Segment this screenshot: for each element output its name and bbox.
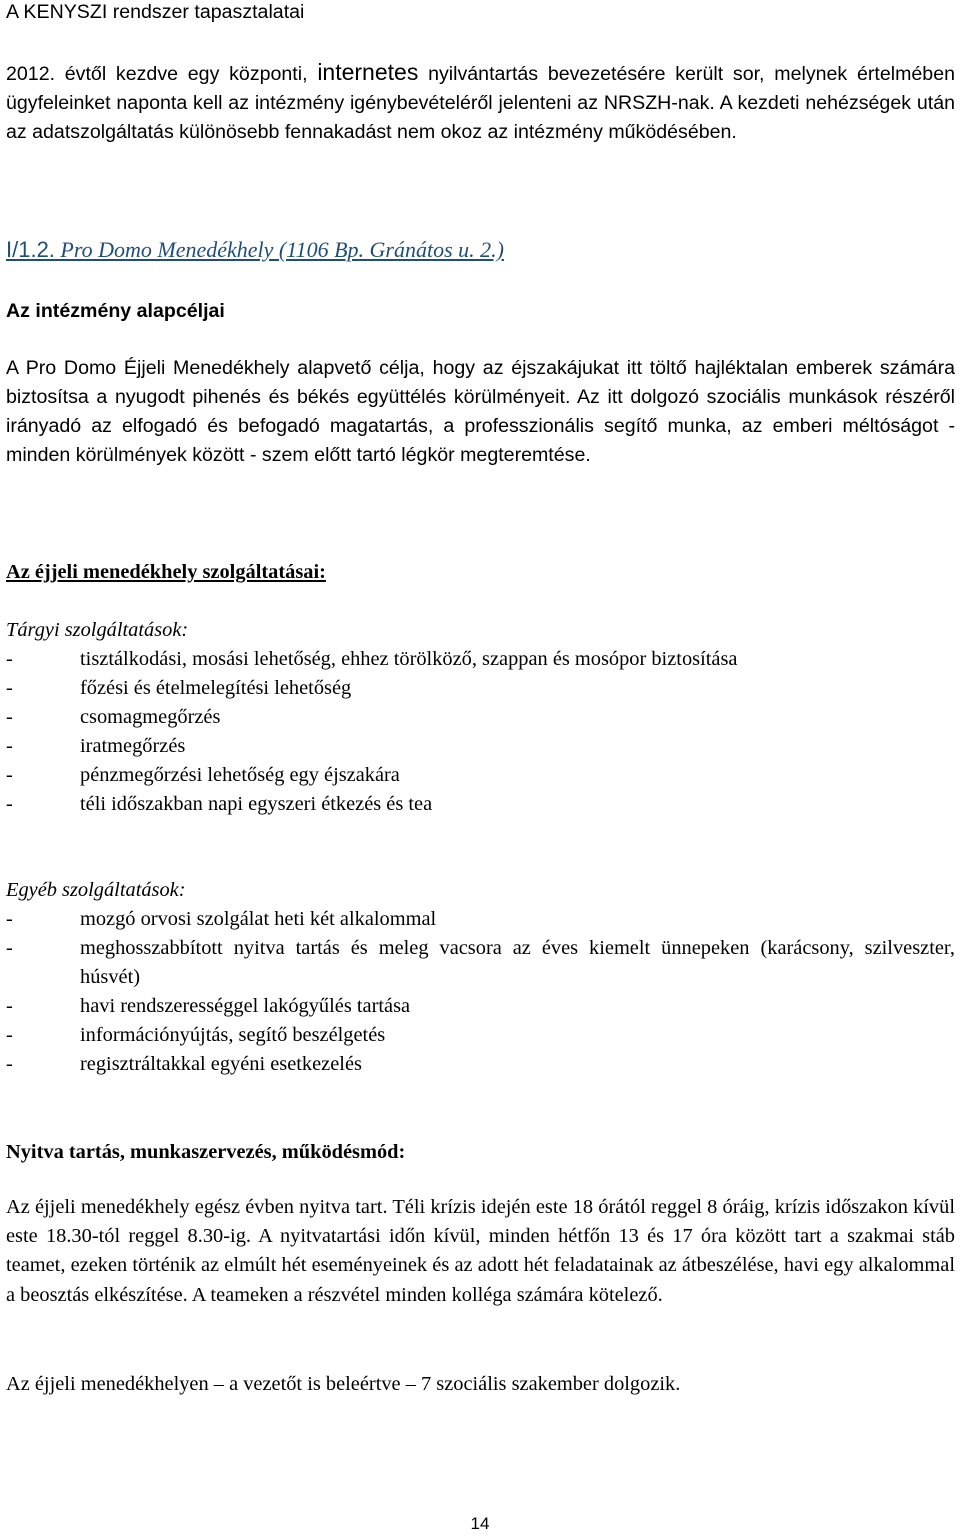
list-item: - havi rendszerességgel lakógyűlés tartása bbox=[6, 992, 955, 1021]
material-services-label: Tárgyi szolgáltatások: bbox=[6, 619, 189, 641]
intro-emphasis-word: internetes bbox=[317, 59, 419, 85]
list-item: - pénzmegőrzési lehetőség egy éjszakára bbox=[6, 761, 955, 790]
list-item: - iratmegőrzés bbox=[6, 732, 955, 761]
list-item: - főzési és ételmelegítési lehetőség bbox=[6, 674, 955, 703]
section-heading bbox=[6, 236, 955, 264]
intro-paragraph bbox=[6, 58, 955, 147]
list-item: - regisztráltakkal egyéni esetkezelés bbox=[6, 1050, 955, 1079]
other-services-label: Egyéb szolgáltatások: bbox=[6, 879, 186, 901]
section-title: Pro Domo Menedékhely (1106 Bp. Gránátos u. 2.) bbox=[54, 237, 504, 262]
section-number: I/1.2. bbox=[6, 237, 55, 262]
services-heading: Az éjjeli menedékhely szolgáltatásai: bbox=[6, 561, 326, 583]
goals-paragraph: A Pro Domo Éjjeli Menedékhely alapvető célja, hogy az éjszakájukat itt töltő hajléktalan emberek számára biztosítsa a nyugodt pihenés és békés együttélés körülményeit. Az itt dolgozó szociális munkások részéről irányadó az elfogadó és befogadó magatartás, a professzionális segítő munka, az emberi méltóságot - minden körülmények között - szem előtt tartó légkör megteremtése. bbox=[6, 357, 955, 466]
list-item: - tisztálkodási, mosási lehetőség, ehhez törölköző, szappan és mosópor biztosítása bbox=[6, 645, 955, 674]
other-services-list bbox=[6, 905, 955, 1079]
goals-heading: Az intézmény alapcéljai bbox=[6, 300, 225, 322]
intro-text-before: 2012. évtől kezdve egy központi, bbox=[6, 63, 318, 85]
intro-text-after: nyilvántartás bevezetésére került sor, melynek értelmében ügyfeleinket naponta kell az intézmény igénybevételéről jelenteni az NRSZH-nak. A kezdeti nehézségek után az adatszolgáltatás különösebb fennakadást nem okoz az intézmény működésében. bbox=[6, 63, 955, 143]
list-item: - mozgó orvosi szolgálat heti két alkalommal bbox=[6, 905, 955, 934]
list-item: - téli időszakban napi egyszeri étkezés és tea bbox=[6, 790, 955, 819]
list-item: - meghosszabbított nyitva tartás és meleg vacsora az éves kiemelt ünnepeken (karácsony, szilveszter, húsvét) bbox=[6, 934, 955, 992]
top-title: A KENYSZI rendszer tapasztalatai bbox=[6, 1, 305, 23]
operation-heading: Nyitva tartás, munkaszervezés, működésmód: bbox=[6, 1141, 406, 1163]
operation-paragraph: Az éjjeli menedékhely egész évben nyitva tart. Téli krízis idején este 18 órától reggel 8 óráig, krízis időszakon kívül este 18.30-tól reggel 8.30-ig. A nyitvatartási időn kívül, minden hétfőn 13 és 17 óra között tart a szakmai stáb teamet, ezeken történik az elmúlt hét eseményeinek és az adott hét feladatainak az átbeszélése, havi egy alkalommal a beosztás elkészítése. A teameken a részvétel minden kolléga számára kötelező. bbox=[6, 1196, 955, 1306]
list-item: - információnyújtás, segítő beszélgetés bbox=[6, 1021, 955, 1050]
staff-paragraph: Az éjjeli menedékhelyen – a vezetőt is beleértve – 7 szociális szakember dolgozik. bbox=[6, 1373, 681, 1395]
material-services-list bbox=[6, 645, 955, 819]
list-item: - csomagmegőrzés bbox=[6, 703, 955, 732]
page-number: 14 bbox=[470, 1514, 490, 1533]
